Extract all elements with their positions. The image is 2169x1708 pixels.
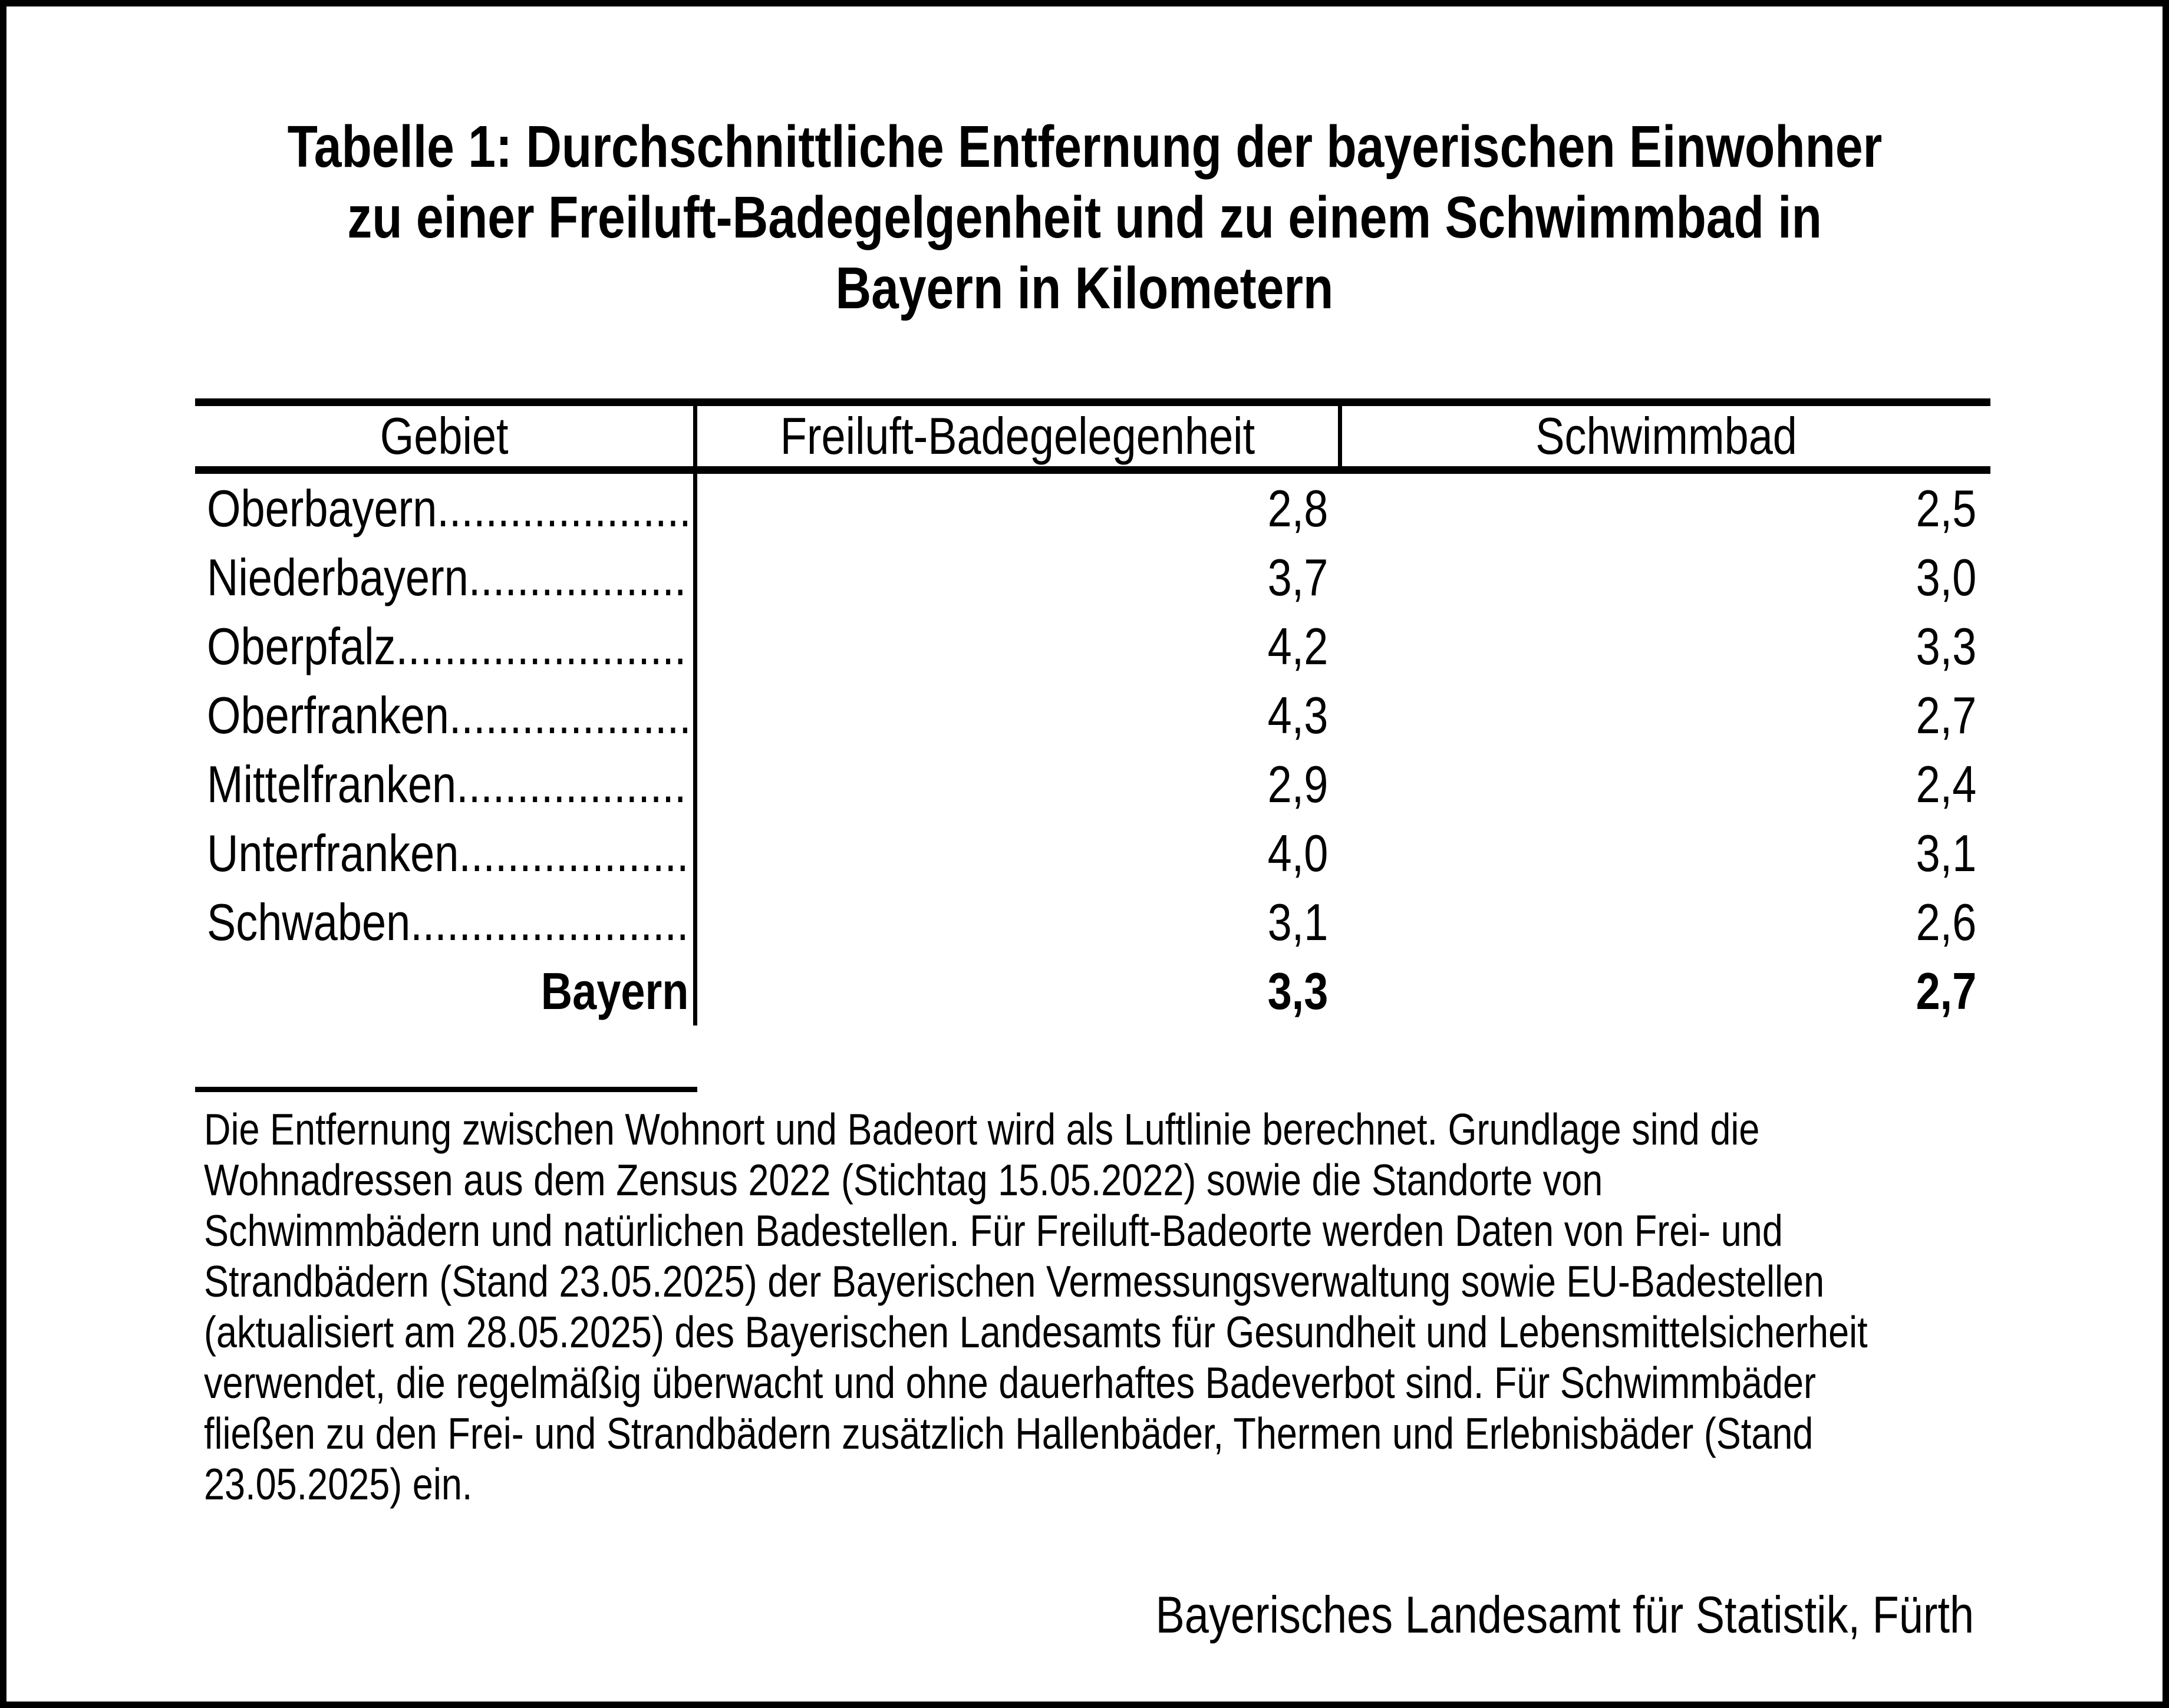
schwimmbad-value: 2,6: [1916, 892, 1976, 951]
table-row-mittelfranken: [195, 750, 1990, 819]
footnote-line-text: Die Entfernung zwischen Wohnort und Badeort wird als Luftlinie berechnet. Grundlage sind die: [204, 1104, 1760, 1154]
title-line-1: [6, 111, 2163, 182]
table-row-unterfranken: [195, 819, 1990, 888]
column-header-freiluft-label: Freiluft-Badegelegenheit: [780, 407, 1255, 465]
freiluft-value-cell: [697, 888, 1342, 957]
schwimmbad-value-cell: [1342, 819, 1990, 888]
region-label: Unterfranken...................: [207, 823, 689, 882]
region-label-cell: [195, 474, 697, 543]
footnote-separator-rule: [195, 1087, 697, 1092]
footnote-line: [204, 1459, 2169, 1509]
column-header-schwimmbad: [1342, 406, 1990, 466]
region-label: Niederbayern..................: [207, 548, 687, 606]
region-label: Mittelfranken...................: [207, 754, 687, 813]
table-row-oberbayern: [195, 474, 1990, 543]
schwimmbad-value-cell: [1342, 543, 1990, 612]
region-label-cell: [195, 612, 697, 681]
title-line-3-text: Bayern in Kilometern: [835, 255, 1334, 321]
region-label-cell: [195, 819, 697, 888]
schwimmbad-value-cell: [1342, 888, 1990, 957]
region-label: Oberpfalz........................: [207, 616, 687, 675]
column-header-gebiet: [195, 406, 697, 466]
region-label: Schwaben.......................: [207, 892, 689, 951]
schwimmbad-value-cell: [1342, 612, 1990, 681]
title-line-3: [6, 253, 2163, 324]
schwimmbad-value: 3,3: [1916, 616, 1976, 675]
region-label-cell: [195, 681, 697, 750]
schwimmbad-value: 2,5: [1916, 479, 1976, 538]
region-label-cell: [195, 750, 697, 819]
distance-table: [195, 398, 1990, 1026]
schwimmbad-value-cell: [1342, 474, 1990, 543]
schwimmbad-value-cell: [1342, 681, 1990, 750]
column-header-freiluft: [697, 406, 1342, 466]
title-line-2: [6, 182, 2163, 253]
table-row-oberfranken: [195, 681, 1990, 750]
footnote-line: [204, 1155, 2169, 1205]
footnote-line: [204, 1408, 2169, 1459]
schwimmbad-value: 3,1: [1916, 823, 1976, 882]
footnote-line-text: (aktualisiert am 28.05.2025) des Bayerischen Landesamts für Gesundheit und Lebensmittelsicherheit: [204, 1307, 1868, 1357]
footnote: [204, 1104, 2169, 1509]
footnote-line: [204, 1205, 2169, 1256]
table-top-rule: [195, 398, 1990, 406]
table-header-row: [195, 406, 1990, 474]
footnote-line-text: Schwimmbädern und natürlichen Badestellen. Für Freiluft-Badeorte werden Daten von Frei- und: [204, 1206, 1783, 1255]
column-header-gebiet-label: Gebiet: [380, 407, 509, 465]
footnote-line: [204, 1357, 2169, 1408]
region-label-cell: [195, 543, 697, 612]
freiluft-value: 4,3: [1267, 685, 1328, 744]
footnote-line-text: fließen zu den Frei- und Strandbädern zusätzlich Hallenbäder, Thermen und Erlebnisbäder (Stand: [204, 1409, 1814, 1458]
title-line-1-text: Tabelle 1: Durchschnittliche Entfernung der bayerischen Einwohner: [287, 114, 1882, 180]
freiluft-value: 4,0: [1267, 823, 1328, 882]
region-label: Oberfranken....................: [207, 685, 691, 744]
title-line-2-text: zu einer Freiluft-Badegelgenheit und zu einem Schwimmbad in: [347, 184, 1822, 250]
freiluft-value-cell: [697, 543, 1342, 612]
column-header-schwimmbad-label: Schwimmbad: [1535, 407, 1797, 465]
region-label: Oberbayern.....................: [207, 479, 691, 538]
source-credit: [6, 1585, 1974, 1645]
freiluft-value: 2,8: [1267, 479, 1328, 538]
footnote-line-text: verwendet, die regelmäßig überwacht und ohne dauerhaftes Badeverbot sind. Für Schwimmbäder: [204, 1358, 1817, 1407]
table-row-total-bayern: [195, 957, 1990, 1026]
table-body: [195, 474, 1990, 1026]
footnote-line-text: Strandbädern (Stand 23.05.2025) der Bayerischen Vermessungsverwaltung sowie EU-Badestellen: [204, 1257, 1825, 1306]
schwimmbad-value: 2,7: [1916, 685, 1976, 744]
page-title: [6, 111, 2163, 324]
footnote-line-text: Wohnadressen aus dem Zensus 2022 (Stichtag 15.05.2022) sowie die Standorte von: [204, 1155, 1603, 1205]
schwimmbad-value: 3,0: [1916, 548, 1976, 606]
freiluft-value: 3,1: [1267, 892, 1328, 951]
footnote-line-text: 23.05.2025) ein.: [204, 1459, 473, 1509]
schwimmbad-value: 2,4: [1916, 754, 1976, 813]
footnote-line: [204, 1256, 2169, 1307]
table-row-oberpfalz: [195, 612, 1990, 681]
footnote-line: [204, 1307, 2169, 1357]
schwimmbad-value: 2,7: [1916, 961, 1976, 1020]
region-label: Bayern: [540, 961, 688, 1020]
source-credit-text: Bayerisches Landesamt für Statistik, Fürth: [1155, 1585, 1974, 1644]
table-row-schwaben: [195, 888, 1990, 957]
region-label-cell: [195, 957, 697, 1026]
freiluft-value-cell: [697, 612, 1342, 681]
freiluft-value: 2,9: [1267, 754, 1328, 813]
schwimmbad-value-cell: [1342, 957, 1990, 1026]
freiluft-value: 3,3: [1267, 961, 1328, 1020]
freiluft-value-cell: [697, 474, 1342, 543]
footnote-line: [204, 1104, 2169, 1155]
freiluft-value: 4,2: [1267, 616, 1328, 675]
table-row-niederbayern: [195, 543, 1990, 612]
freiluft-value-cell: [697, 819, 1342, 888]
freiluft-value-cell: [697, 681, 1342, 750]
freiluft-value: 3,7: [1267, 548, 1328, 606]
region-label-cell: [195, 888, 697, 957]
freiluft-value-cell: [697, 750, 1342, 819]
freiluft-value-cell: [697, 957, 1342, 1026]
schwimmbad-value-cell: [1342, 750, 1990, 819]
